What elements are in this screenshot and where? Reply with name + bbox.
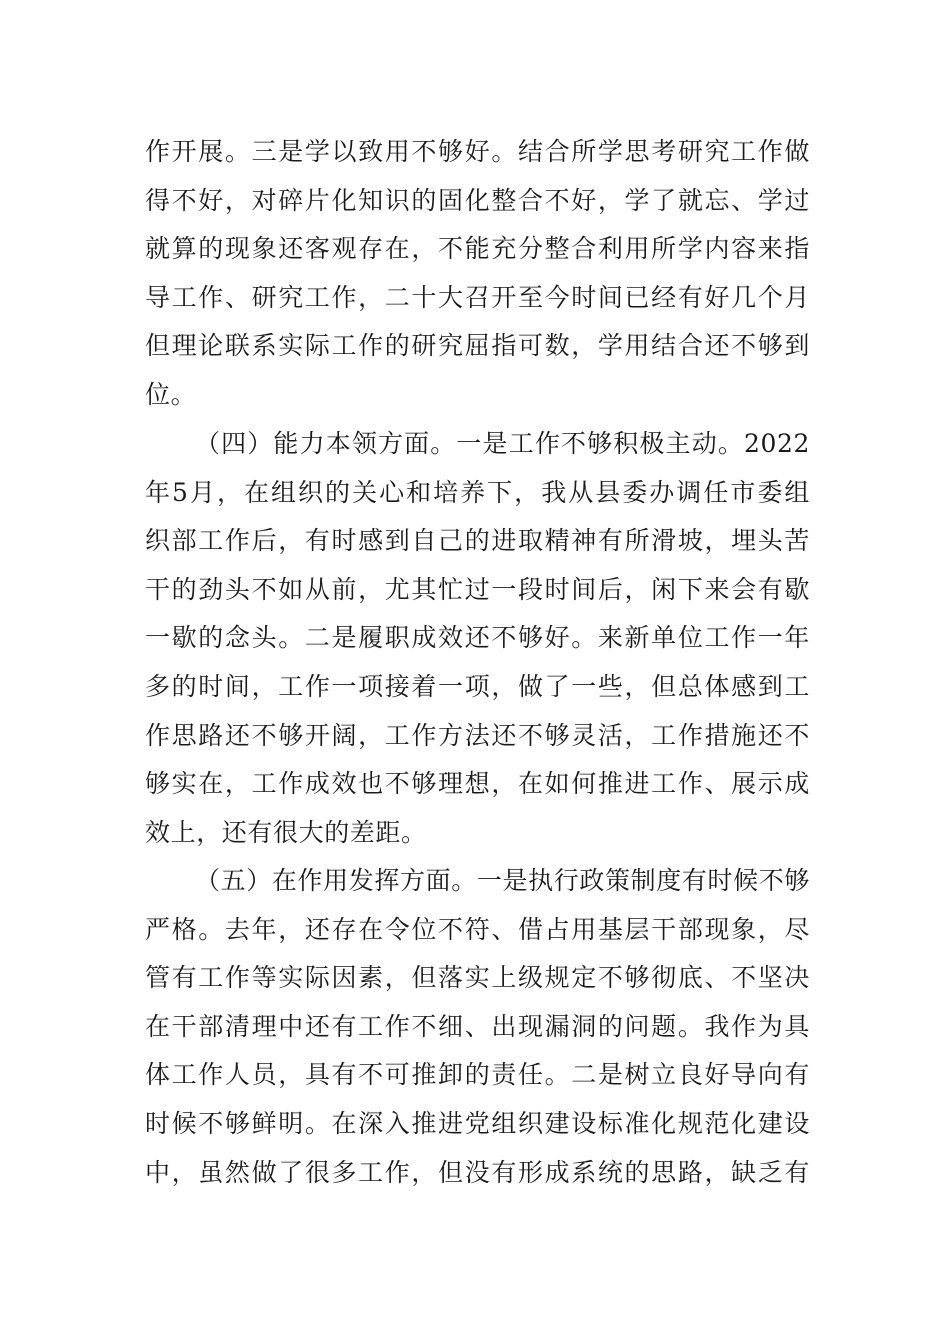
text-line: 作开展。三是学以致用不够好。结合所学思考研究工作做 [145, 137, 810, 166]
text-line: 多的时间，工作一项接着一项，做了一些，但总体感到工 [145, 671, 810, 701]
text-line: 位。 [145, 379, 197, 409]
paragraph-heading-line: （四）能力本领方面。一是工作不够积极主动。2022 [195, 429, 810, 458]
text-line: 但理论联系实际工作的研究屈指可数，学用结合还不够到 [145, 331, 810, 361]
text-line: 年5月，在组织的关心和培养下，我从县委办调任市委组 [145, 477, 810, 507]
paragraph-heading-line: （五）在作用发挥方面。一是执行政策制度有时候不够 [195, 866, 810, 895]
text-line: 作思路还不够开阔，工作方法还不够灵活，工作措施还不 [145, 720, 810, 750]
text-line: 织部工作后，有时感到自己的进取精神有所滑坡，埋头苦 [145, 526, 810, 556]
text-line: 就算的现象还客观存在，不能充分整合利用所学内容来指 [145, 234, 810, 264]
text-line: 效上，还有很大的差距。 [145, 817, 427, 847]
paragraph-role [145, 857, 810, 1197]
paragraph-continuation [145, 128, 810, 420]
text-line: 够实在，工作成效也不够理想，在如何推进工作、展示成 [145, 769, 810, 799]
text-line: 时候不够鲜明。在深入推进党组织建设标准化规范化建设 [145, 1108, 810, 1138]
text-line: 管有工作等实际因素，但落实上级规定不够彻底、不坚决 [145, 963, 810, 993]
text-line: 干的劲头不如从前，尤其忙过一段时间后，闲下来会有歇 [145, 574, 810, 604]
paragraph-ability [145, 420, 810, 857]
text-line: 一歇的念头。二是履职成效还不够好。来新单位工作一年 [145, 623, 810, 653]
text-line: 体工作人员，具有不可推卸的责任。二是树立良好导向有 [145, 1060, 810, 1090]
text-line: 中，虽然做了很多工作，但没有形成系统的思路，缺乏有 [145, 1157, 810, 1187]
text-line: 导工作、研究工作，二十大召开至今时间已经有好几个月 [145, 282, 810, 312]
text-line: 严格。去年，还存在令位不符、借占用基层干部现象，尽 [145, 914, 810, 944]
text-line: 得不好，对碎片化知识的固化整合不好，学了就忘、学过 [145, 185, 810, 215]
text-line: 在干部清理中还有工作不细、出现漏洞的问题。我作为具 [145, 1011, 810, 1041]
